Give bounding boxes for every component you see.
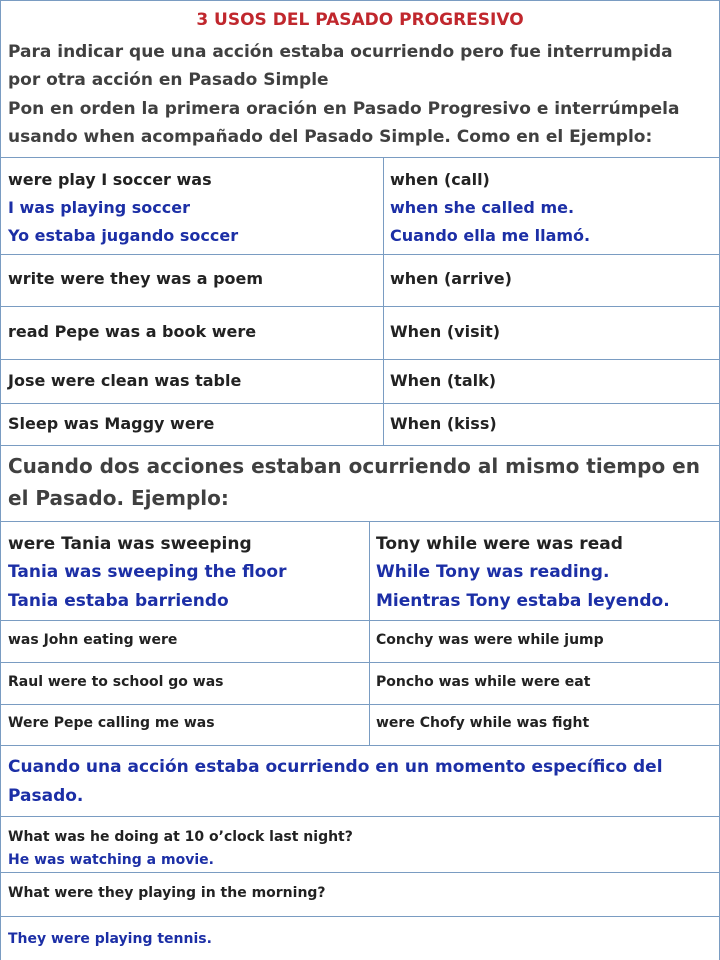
section1-example-row xyxy=(1,157,719,254)
scrambled-sentence: Jose were clean was table xyxy=(8,371,242,390)
header-line-3: Pon en orden la primera oración en Pasado Progresivo e interrúmpela xyxy=(8,99,680,119)
interruption-prompt: When (kiss) xyxy=(390,414,497,433)
interruption-prompt: When (talk) xyxy=(390,371,497,390)
example-scrambled: were play I soccer was xyxy=(8,170,212,189)
answer-text: They were playing tennis. xyxy=(8,931,212,947)
interruption-prompt: When (visit) xyxy=(390,322,501,341)
section1-table xyxy=(0,157,720,445)
header-line-1: Para indicar que una acción estaba ocurriendo pero fue interrumpida xyxy=(8,42,673,62)
scrambled-sentence: Raul were to school go was xyxy=(8,674,224,690)
while-prompt: Conchy was were while jump xyxy=(376,632,604,648)
header-line-2: por otra acción en Pasado Simple xyxy=(8,70,329,90)
scrambled-sentence: Were Pepe calling me was xyxy=(8,715,215,731)
scrambled-sentence: Sleep was Maggy were xyxy=(8,414,215,433)
while-prompt: Poncho was while were eat xyxy=(376,674,591,690)
example-answer: Tania was sweeping the floor xyxy=(8,562,287,582)
example-prompt: when (call) xyxy=(390,170,490,189)
table-row xyxy=(1,359,719,403)
list-item xyxy=(1,816,719,872)
example-prompt: Tony while were was read xyxy=(376,534,623,554)
example-prompt-answer: While Tony was reading. xyxy=(376,562,610,582)
interruption-prompt: when (arrive) xyxy=(390,269,512,288)
section2-heading-line-1: Cuando dos acciones estaban ocurriendo al mismo tiempo en xyxy=(8,454,700,478)
example-translation: Yo estaba jugando soccer xyxy=(8,226,239,245)
example-scrambled: were Tania was sweeping xyxy=(8,534,252,554)
header-section xyxy=(0,0,720,157)
list-item xyxy=(1,872,719,916)
worksheet-title: 3 USOS DEL PASADO PROGRESIVO xyxy=(196,10,524,30)
table-row xyxy=(1,254,719,306)
section3-heading-line-2: Pasado. xyxy=(8,786,84,806)
section2-example-row xyxy=(1,521,719,620)
section2-table xyxy=(0,521,720,745)
list-item xyxy=(1,916,719,960)
example-answer: I was playing soccer xyxy=(8,198,190,217)
question-text: What were they playing in the morning? xyxy=(8,885,326,901)
scrambled-sentence: read Pepe was a book were xyxy=(8,322,257,341)
example-prompt-answer: when she called me. xyxy=(390,198,575,217)
example-translation: Tania estaba barriendo xyxy=(8,591,229,611)
table-row xyxy=(1,306,719,359)
table-row xyxy=(1,403,719,445)
while-prompt: were Chofy while was fight xyxy=(376,715,590,731)
section2-heading xyxy=(0,445,720,521)
table-row xyxy=(1,662,719,704)
section3-heading xyxy=(1,745,719,816)
section3-heading-line-1: Cuando una acción estaba ocurriendo en un momento específico del xyxy=(8,757,663,777)
scrambled-sentence: was John eating were xyxy=(8,632,178,648)
scrambled-sentence: write were they was a poem xyxy=(8,269,264,288)
example-prompt-translation: Cuando ella me llamó. xyxy=(390,226,591,245)
table-row xyxy=(1,704,719,745)
header-line-4: usando when acompañado del Pasado Simple. Como en el Ejemplo: xyxy=(8,127,653,147)
question-text: What was he doing at 10 o’clock last night? xyxy=(8,829,353,845)
section3 xyxy=(0,745,720,960)
example-prompt-translation: Mientras Tony estaba leyendo. xyxy=(376,591,670,611)
table-row xyxy=(1,620,719,662)
answer-text: He was watching a movie. xyxy=(8,852,214,868)
section2-heading-line-2: el Pasado. Ejemplo: xyxy=(8,486,229,510)
